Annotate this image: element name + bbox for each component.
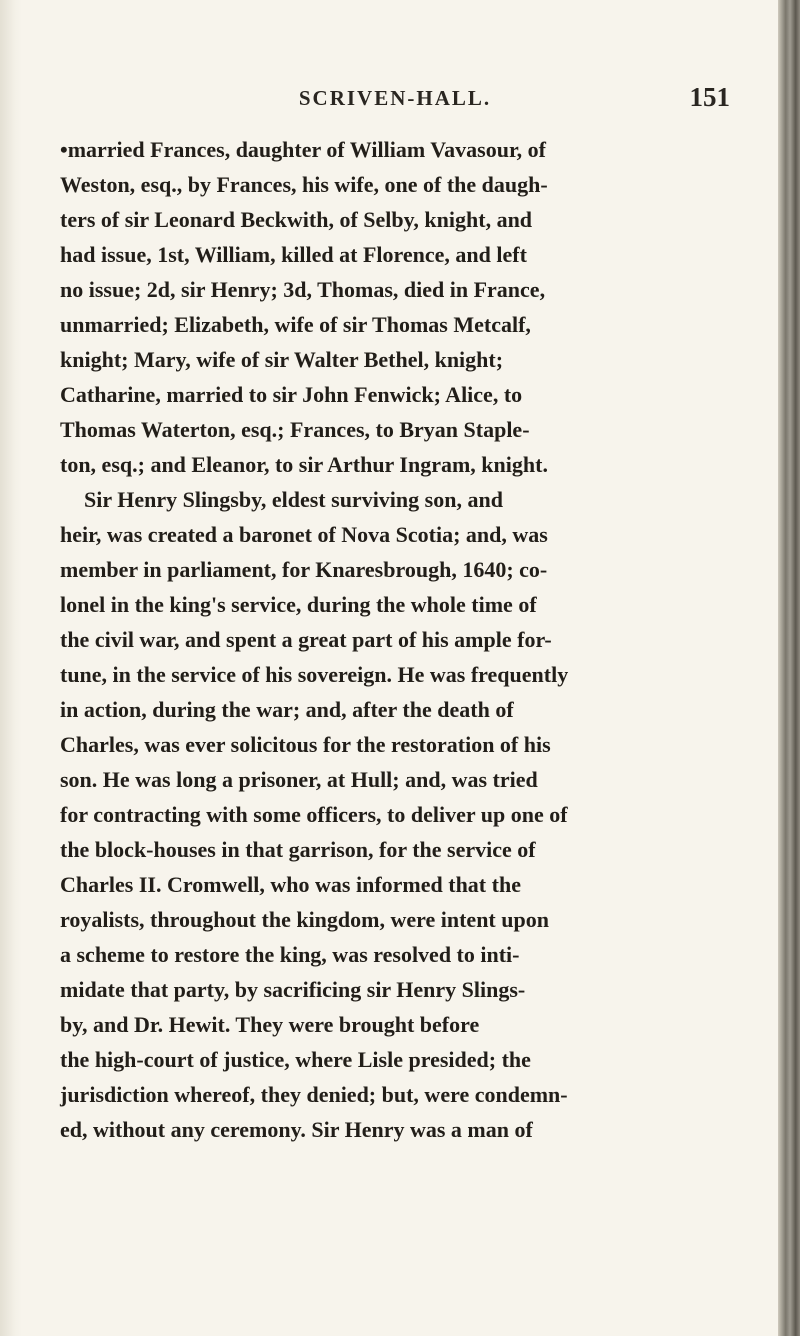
text-line: Charles II. Cromwell, who was informed that the xyxy=(60,872,521,897)
page-edge-binding xyxy=(778,0,800,1336)
text-line: had issue, 1st, William, killed at Florence, and left xyxy=(60,242,527,267)
text-line: the high-court of justice, where Lisle presided; the xyxy=(60,1047,531,1072)
running-head xyxy=(60,82,730,122)
text-line: Charles, was ever solicitous for the restoration of his xyxy=(60,732,551,757)
running-title: SCRIVEN-HALL. xyxy=(298,86,492,110)
text-line: in action, during the war; and, after the death of xyxy=(60,697,514,722)
text-line: the block-houses in that garrison, for the service of xyxy=(60,837,536,862)
page-number: 151 xyxy=(689,82,730,112)
text-line: ton, esq.; and Eleanor, to sir Arthur Ingram, knight. xyxy=(60,452,548,477)
text-line: lonel in the king's service, during the whole time of xyxy=(60,592,537,617)
text-line: knight; Mary, wife of sir Walter Bethel, knight; xyxy=(60,347,504,372)
text-line: a scheme to restore the king, was resolved to inti- xyxy=(60,942,520,967)
text-line: son. He was long a prisoner, at Hull; and, was tried xyxy=(60,767,538,792)
body-text xyxy=(60,133,740,1263)
text-line: jurisdiction whereof, they denied; but, were condemn- xyxy=(60,1082,568,1107)
text-line: •married Frances, daughter of William Vavasour, of xyxy=(60,137,547,162)
text-line: member in parliament, for Knaresbrough, 1640; co- xyxy=(60,557,548,582)
text-line: royalists, throughout the kingdom, were intent upon xyxy=(60,907,549,932)
text-line: Catharine, married to sir John Fenwick; Alice, to xyxy=(60,382,523,407)
text-line: tune, in the service of his sovereign. He was frequently xyxy=(60,662,569,687)
text-line: no issue; 2d, sir Henry; 3d, Thomas, died in France, xyxy=(60,277,546,302)
text-line: midate that party, by sacrificing sir Henry Slings- xyxy=(60,977,526,1002)
text-line: unmarried; Elizabeth, wife of sir Thomas Metcalf, xyxy=(60,312,531,337)
text-line: Weston, esq., by Frances, his wife, one of the daugh- xyxy=(60,172,548,197)
text-line: for contracting with some officers, to deliver up one of xyxy=(60,802,568,827)
text-line: Thomas Waterton, esq.; Frances, to Bryan Staple- xyxy=(60,417,530,442)
text-line: by, and Dr. Hewit. They were brought before xyxy=(60,1012,480,1037)
text-line: Sir Henry Slingsby, eldest surviving son, and xyxy=(84,487,503,512)
text-line: ters of sir Leonard Beckwith, of Selby, knight, and xyxy=(60,207,533,232)
text-line: the civil war, and spent a great part of his ample for- xyxy=(60,627,552,652)
text-line: heir, was created a baronet of Nova Scotia; and, was xyxy=(60,522,548,547)
text-line: ed, without any ceremony. Sir Henry was a man of xyxy=(60,1117,533,1142)
page-gutter-shadow xyxy=(0,0,22,1336)
